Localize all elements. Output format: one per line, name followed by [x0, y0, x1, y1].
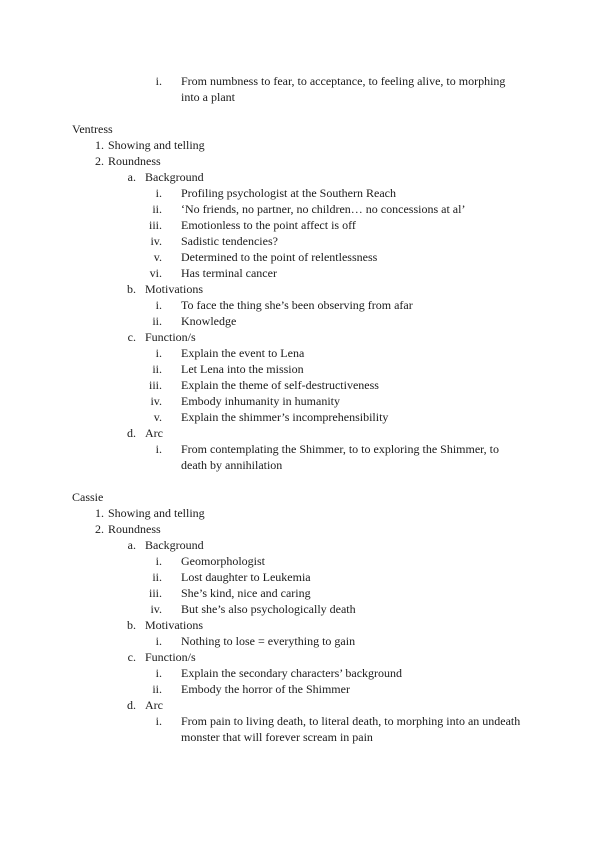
- list-marker: d.: [127, 426, 136, 440]
- list-item-text: monster that will forever scream in pain: [181, 730, 373, 744]
- list-marker: v.: [153, 410, 162, 424]
- list-marker: i.: [155, 346, 162, 360]
- list-marker: c.: [127, 650, 136, 664]
- list-item-text: Profiling psychologist at the Southern Reach: [181, 186, 396, 200]
- list-item-text: Embody the horror of the Shimmer: [181, 682, 350, 696]
- list-item-text: Showing and telling: [108, 138, 205, 152]
- list-item-text: Explain the shimmer’s incomprehensibility: [181, 410, 389, 424]
- list-item-text: To face the thing she’s been observing from afar: [181, 298, 413, 312]
- list-marker: vi.: [149, 266, 162, 280]
- list-item-text: Function/s: [145, 330, 196, 344]
- list-item-text: But she’s also psychologically death: [181, 602, 356, 616]
- list-item-text: From contemplating the Shimmer, to to exploring the Shimmer, to: [181, 442, 499, 456]
- list-item-text: Nothing to lose = everything to gain: [181, 634, 356, 648]
- list-item-text: Geomorphologist: [181, 554, 265, 568]
- list-marker: iii.: [148, 218, 162, 232]
- list-item-text: Emotionless to the point affect is off: [181, 218, 356, 232]
- list-item-text: Roundness: [108, 154, 161, 168]
- list-marker: ii.: [152, 202, 162, 216]
- list-marker: b.: [127, 282, 136, 296]
- list-item-text: Roundness: [108, 522, 161, 536]
- list-item-text: Motivations: [145, 618, 204, 632]
- list-item-text: Arc: [145, 698, 163, 712]
- list-marker: i.: [155, 554, 162, 568]
- list-item-text: Let Lena into the mission: [181, 362, 304, 376]
- list-marker: ii.: [152, 362, 162, 376]
- list-marker: i.: [155, 666, 162, 680]
- list-marker: i.: [155, 634, 162, 648]
- list-marker: iv.: [150, 394, 162, 408]
- list-marker: 1.: [95, 506, 104, 520]
- list-item-text: death by annihilation: [181, 458, 283, 472]
- list-marker: a.: [127, 538, 136, 552]
- list-item-text: Knowledge: [181, 314, 237, 328]
- list-marker: v.: [153, 250, 162, 264]
- list-item-text: Motivations: [145, 282, 204, 296]
- list-item-text: Background: [145, 170, 204, 184]
- list-item-text: Explain the event to Lena: [181, 346, 305, 360]
- list-item-text: Explain the theme of self-destructiveness: [181, 378, 379, 392]
- list-item-text: She’s kind, nice and caring: [181, 586, 311, 600]
- list-marker: ii.: [152, 682, 162, 696]
- list-marker: ii.: [152, 570, 162, 584]
- list-marker: 1.: [95, 138, 104, 152]
- list-marker: iii.: [148, 378, 162, 392]
- list-marker: iv.: [150, 602, 162, 616]
- list-item-text: Explain the secondary characters’ background: [181, 666, 403, 680]
- list-item-text: Determined to the point of relentlessness: [181, 250, 378, 264]
- list-item-text: Lost daughter to Leukemia: [181, 570, 311, 584]
- list-marker: i.: [155, 186, 162, 200]
- list-marker: iv.: [150, 234, 162, 248]
- list-item-text: ‘No friends, no partner, no children… no concessions at al’: [181, 202, 466, 216]
- list-item-text: Function/s: [145, 650, 196, 664]
- list-item-text: Embody inhumanity in humanity: [181, 394, 340, 408]
- list-marker: i.: [155, 74, 162, 88]
- list-item-text: Has terminal cancer: [181, 266, 277, 280]
- list-marker: ii.: [152, 314, 162, 328]
- list-item-text: Showing and telling: [108, 506, 205, 520]
- list-marker: iii.: [148, 586, 162, 600]
- list-item-text: into a plant: [181, 90, 235, 104]
- list-item-text: From numbness to fear, to acceptance, to feeling alive, to morphing: [181, 74, 506, 88]
- section-heading-ventress: Ventress: [72, 122, 113, 136]
- list-marker: i.: [155, 714, 162, 728]
- list-marker: i.: [155, 442, 162, 456]
- list-item-text: Background: [145, 538, 204, 552]
- list-item-text: From pain to living death, to literal death, to morphing into an undeath: [181, 714, 521, 728]
- list-marker: 2.: [95, 154, 104, 168]
- list-marker: b.: [127, 618, 136, 632]
- list-item-text: Arc: [145, 426, 163, 440]
- list-marker: d.: [127, 698, 136, 712]
- list-item-text: Sadistic tendencies?: [181, 234, 278, 248]
- list-marker: 2.: [95, 522, 104, 536]
- list-marker: c.: [127, 330, 136, 344]
- list-marker: a.: [127, 170, 136, 184]
- list-marker: i.: [155, 298, 162, 312]
- section-heading-cassie: Cassie: [72, 490, 104, 504]
